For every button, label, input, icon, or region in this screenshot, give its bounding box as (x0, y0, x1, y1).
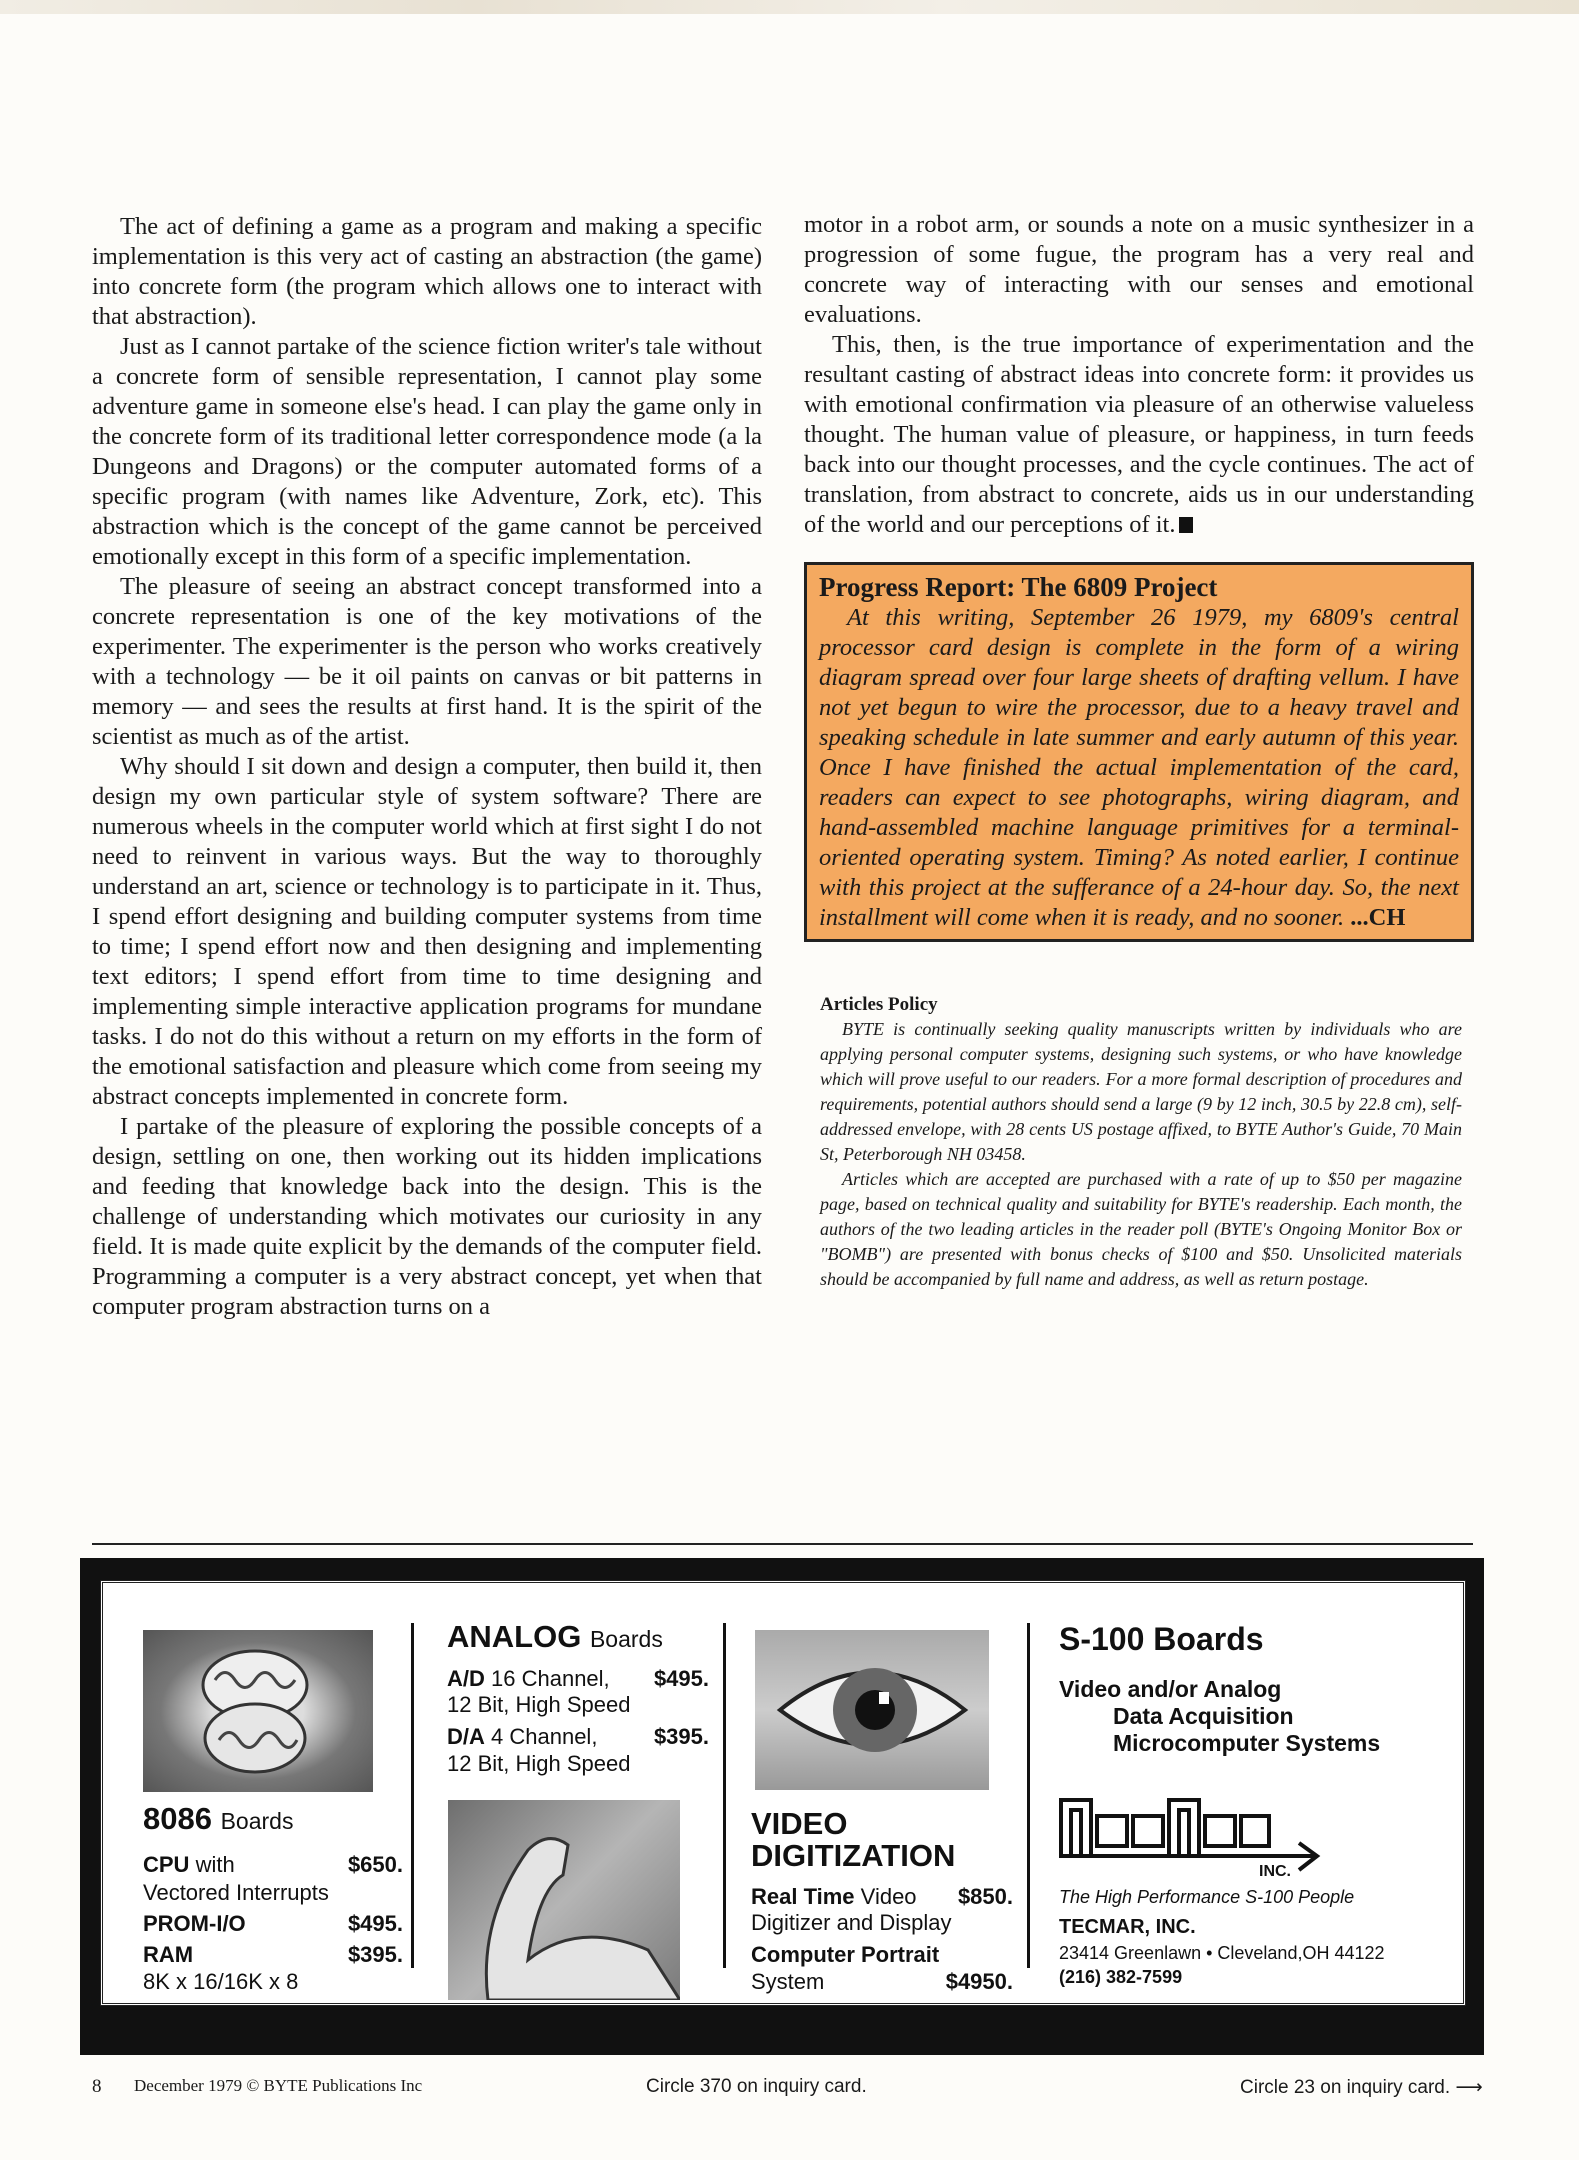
ad-row (447, 1665, 709, 1693)
tecmar-company: TECMAR, INC. (1059, 1916, 1196, 1938)
s100-line: Data Acquisition (1113, 1703, 1294, 1729)
ad-divider (723, 1623, 726, 1968)
article-right-column (804, 210, 1474, 540)
ad-analog-heading (447, 1619, 663, 1654)
heading-bold: 8086 (143, 1801, 212, 1836)
brain-icon (143, 1630, 373, 1792)
s100-line: Microcomputer Systems (1113, 1730, 1381, 1756)
cpu-row (143, 1851, 403, 1879)
tecmar-logo-icon (1059, 1798, 1359, 1878)
articles-policy-title: Articles Policy (820, 994, 938, 1015)
progress-report-box (804, 562, 1474, 942)
s100-line: Video and/or Analog (1059, 1676, 1282, 1702)
prom-price: $495. (347, 1911, 403, 1936)
paragraph: BYTE is continually seeking quality manuscripts written by individuals who are applying personal computer systems, designing such systems, or who have knowledge which will prove useful to our readers. For a more formal description of procedures and requirements, potential authors should send a large (9 by 12 inch, 30.5 by 22.8 cm), self-addressed envelope, with 28 cents US postage affixed, to BYTE Author's Guide, 70 Main St, Peterborough NH 03458. (820, 1019, 1462, 1164)
video-digitization-heading (751, 1808, 955, 1872)
paragraph: Articles which are accepted are purchased with a rate of up to $50 per magazine page, based on technical quality and suitability for BYTE's readership. Each month, the authors of the two leading articles in the reader poll (BYTE's Ongoing Monitor Box or "BOMB") are presented with bonus checks of $100 and $50. Unsolicited materials should be accompanied by full name and address, as well as return postage. (820, 1169, 1462, 1289)
da-label-rest: 4 Channel, (491, 1724, 598, 1749)
prom-label: PROM-I/O (143, 1911, 246, 1936)
cpu-sub: Vectored Interrupts (143, 1880, 329, 1905)
ram-sub: 8K x 16/16K x 8 (143, 1969, 299, 1994)
heading-line: VIDEO (751, 1806, 848, 1841)
issue-line: December 1979 © BYTE Publications Inc (134, 2076, 423, 2095)
ad-divider (411, 1623, 414, 1968)
cpu-label-rest: with (195, 1852, 235, 1877)
rt-label-rest: Video (860, 1884, 917, 1909)
inquiry-note-text: Circle 23 on inquiry card. (1240, 2077, 1451, 2098)
page-number: 8 (92, 2076, 102, 2097)
paragraph: The pleasure of seeing an abstract concept transformed into a concrete representation is one of the key motivations of the experimenter. The experimenter is the person who works creatively with a technology — be it oil paints on canvas or bit patterns in memory — and sees the results at first hand. It is the spirit of the scientist as much as of the artist. (92, 573, 762, 750)
s100-heading: S-100 Boards (1059, 1621, 1264, 1657)
svg-text:INC.: INC. (1259, 1863, 1291, 1878)
da-label: D/A (447, 1724, 485, 1749)
paragraph: The act of defining a game as a program and making a specific implementation is this very act of casting an abstraction (the game) into concrete form (the program which allows one to interact with that abstraction). (92, 213, 762, 330)
ad-sub: 12 Bit, High Speed (447, 1692, 631, 1717)
cpu-label: CPU (143, 1852, 190, 1877)
eye-illustration (755, 1630, 989, 1790)
progress-report-title: Progress Report: The 6809 Project (819, 572, 1218, 602)
tecmar-advertisement (80, 1558, 1484, 2055)
tecmar-address: 23414 Greenlawn • Cleveland,OH 44122 (1059, 1943, 1385, 1963)
ad-label-rest: 16 Channel, (491, 1666, 610, 1691)
paragraph: Just as I cannot partake of the science fiction writer's tale without a concrete form of sensible representation, I cannot play some adventure game in someone else's head. I can play the game only in the concrete form of its traditional letter correspondence mode (a la Dungeons and Dragons) or the computer automated forms of a specific program (with names like Adventure, Zork, etc). This abstraction which is the concept of the game cannot be perceived emotionally except in this form of a specific implementation. (92, 333, 762, 570)
ad-inner-frame (100, 1580, 1466, 2006)
article-left-column (92, 212, 762, 1322)
heading-bold: ANALOG (447, 1619, 582, 1654)
rt-sub: Digitizer and Display (751, 1910, 952, 1935)
flexed-arm-icon (448, 1800, 680, 2000)
inquiry-note: Circle 370 on inquiry card. (646, 2076, 867, 2097)
cp-row (751, 1968, 1013, 1996)
divider (92, 1543, 1473, 1545)
inquiry-note-right (1240, 2076, 1483, 2099)
ad-label: A/D (447, 1666, 485, 1691)
rt-label: Real Time (751, 1884, 855, 1909)
ram-label: RAM (143, 1942, 194, 1967)
progress-report-text: At this writing, September 26 1979, my 6809's central processor card design is complete in the form of a wiring diagram spread over four large sheets of drafting vellum. I have not yet begun to wire the processor, due to a heavy travel and speaking schedule in late summer and early autumn of this year. Once I have finished the actual implementation of the card, readers can expect to see photographs, wiring diagram, and hand-assembled machine language primitives for a terminal-oriented operating system. Timing? As noted earlier, I continue with this project at the sufferance of a 24-hour day. So, the next installment will come when it is ready, and no sooner. (819, 604, 1459, 931)
arm-illustration (448, 1800, 680, 2000)
articles-policy (820, 992, 1462, 1292)
ad-8086-heading (143, 1801, 294, 1836)
tecmar-logo (1059, 1798, 1359, 1878)
ram-row (143, 1941, 403, 1969)
tecmar-phone: (216) 382-7599 (1059, 1967, 1183, 1987)
paragraph (804, 330, 1474, 540)
cpu-price: $650. (347, 1852, 403, 1877)
cp-price: $4950. (945, 1969, 1013, 1994)
brain-illustration (143, 1630, 373, 1792)
prom-row (143, 1910, 403, 1938)
arrow-right-icon: ⟶ (1455, 2077, 1483, 2098)
real-time-row (751, 1883, 1013, 1911)
da-price: $395. (653, 1724, 709, 1749)
rt-price: $850. (957, 1884, 1013, 1909)
paragraph: I partake of the pleasure of exploring the possible concepts of a design, settling on one, then working out its hidden implications and feeding that knowledge back into the design. This is the challenge of understanding which motivates our curiosity in any field. It is made quite explicit by the demands of the computer field. Programming a computer is a very abstract concept, yet when that computer program abstraction turns on a (92, 1113, 762, 1320)
da-sub: 12 Bit, High Speed (447, 1751, 631, 1776)
cp-sub: System (751, 1969, 825, 1994)
paragraph: motor in a robot arm, or sounds a note on a music synthesizer in a progression of some fugue, the program has a very real and concrete way of interacting with our senses and emotional evaluations. (804, 211, 1474, 328)
heading-rest: Boards (220, 1808, 294, 1834)
cp-label: Computer Portrait (751, 1942, 940, 1967)
heading-rest: Boards (589, 1626, 663, 1652)
paragraph: Why should I sit down and design a computer, then build it, then design my own particular style of system software? There are numerous wheels in the computer world which at first sight I do not need to reinvent in various ways. But the way to thoroughly understand an art, science or technology is to participate in it. Thus, I spend effort designing and building computer systems from time to time; I spend effort now and then designing and implementing text editors; I spend effort from time to time designing and implementing simple interactive application programs for mundane tasks. I do not do this without a return on my efforts in the form of the emotional satisfaction and pleasure which come from seeing my abstract concepts implemented in concrete form. (92, 753, 762, 1110)
progress-report-signature: ...CH (1350, 904, 1406, 931)
tecmar-tagline: The High Performance S-100 People (1059, 1887, 1355, 1907)
ad-divider (1027, 1623, 1030, 1968)
right-column (804, 210, 1474, 1292)
ad-price: $495. (653, 1666, 709, 1691)
paragraph-text: This, then, is the true importance of experimentation and the resultant casting of abstract ideas into concrete form: it provides us with emotional confirmation via pleasure of an otherwise valueless thought. The human value of pleasure, or happiness, in turn feeds back into our thought processes, and the cycle continues. The act of translation, from abstract to concrete, aids us in our understanding of the world and our perceptions of it. (804, 331, 1474, 538)
da-row (447, 1723, 709, 1751)
page-top-edge (0, 0, 1579, 14)
heading-line: DIGITIZATION (751, 1838, 956, 1873)
ram-price: $395. (347, 1942, 403, 1967)
eye-icon (755, 1630, 989, 1790)
end-mark-icon (1179, 517, 1193, 533)
progress-report-body (819, 603, 1459, 933)
